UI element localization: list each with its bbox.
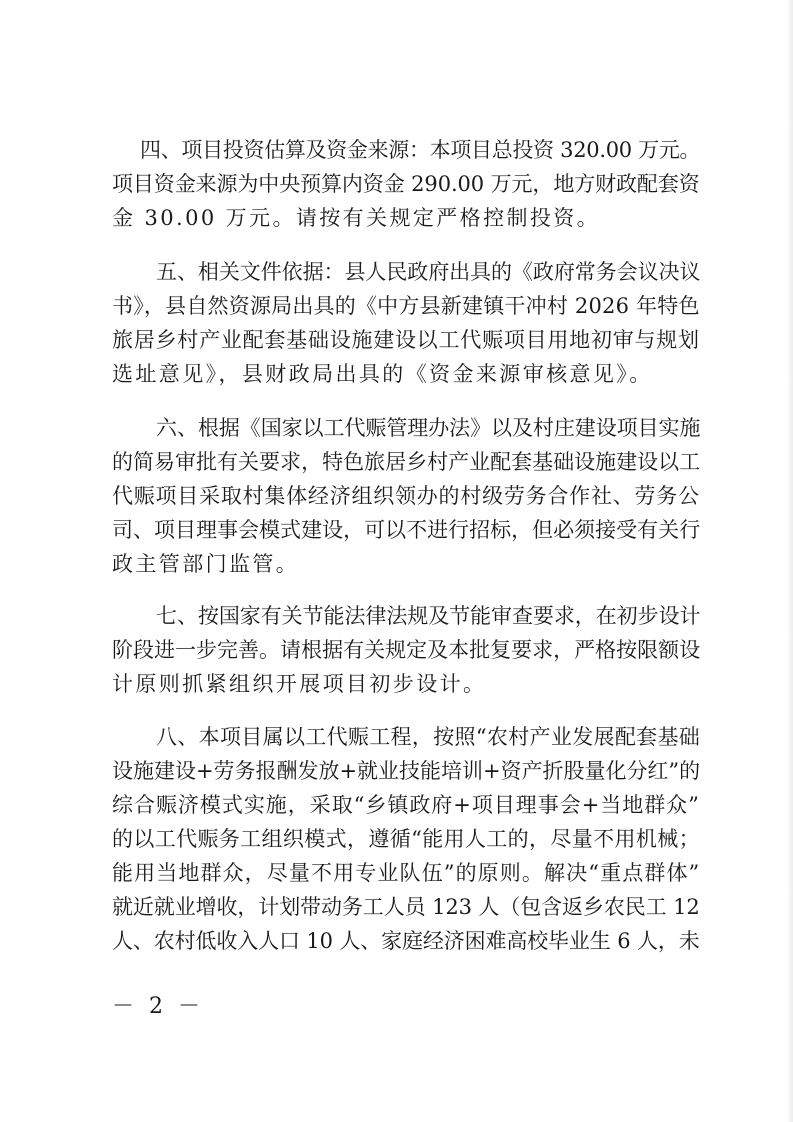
paragraph-investment-cont	[112, 167, 712, 235]
text-line: 计原则抓紧组织开展项目初步设计。	[112, 672, 487, 696]
text-line: 四、项目投资估算及资金来源：本项目总投资 320.00 万元。	[140, 138, 701, 162]
page-edge	[787, 0, 793, 1122]
text-line: 阶段进一步完善。请根据有关规定及本批复要求，严格按限额设	[112, 638, 701, 662]
text-line: 就近就业增收，计划带动务工人员 123 人（包含返乡农民工 12	[112, 895, 700, 919]
paragraph-approval-cont	[112, 445, 712, 581]
text-line: 旅居乡村产业配套基础设施建设以工代赈项目用地初审与规划	[112, 328, 700, 352]
paragraph-energy-cont	[112, 633, 712, 701]
text-line: 政主管部门监管。	[112, 552, 300, 576]
paragraph-work-relief-cont	[112, 754, 712, 958]
text-line: 代赈项目采取村集体经济组织领办的村级劳务合作社、劳务公	[112, 484, 700, 508]
text-line: 人、农村低收入人口 10 人、家庭经济困难高校毕业生 6 人，未	[112, 929, 700, 953]
text-line: 能用当地群众，尽量不用专业队伍”的原则。解决“重点群体”	[112, 861, 701, 885]
text-line: 选址意见》，县财政局出具的《资金来源审核意见》。	[112, 362, 653, 386]
text-line: 书》，县自然资源局出具的《中方县新建镇干冲村 2026 年特色	[112, 294, 700, 318]
paragraph-energy	[156, 599, 756, 633]
paragraph-approval	[156, 411, 756, 445]
page-number: － 2 －	[112, 994, 204, 1019]
text-line: 金 30.00 万元。请按有关规定严格控制投资。	[112, 206, 601, 230]
paragraph-documents-cont	[112, 289, 712, 391]
text-line: 司、项目理事会模式建设，可以不进行招标，但必须接受有关行	[112, 518, 701, 542]
text-line: 的以工代赈务工组织模式，遵循“能用人工的，尽量不用机械；	[112, 827, 700, 851]
text-line: 七、按国家有关节能法律法规及节能审查要求，在初步设计	[156, 604, 701, 628]
text-line: 项目资金来源为中央预算内资金 290.00 万元，地方财政配套资	[112, 172, 700, 196]
text-line: 综合赈济模式实施，采取“乡镇政府+项目理事会+当地群众”	[112, 793, 700, 817]
text-line: 五、相关文件依据：县人民政府出具的《政府常务会议决议	[156, 260, 701, 284]
text-line: 六、根据《国家以工代赈管理办法》以及村庄建设项目实施	[156, 416, 701, 440]
text-line: 的简易审批有关要求，特色旅居乡村产业配套基础设施建设以工	[112, 450, 701, 474]
paragraph-documents	[156, 255, 756, 289]
paragraph-work-relief	[156, 720, 756, 754]
text-line: 八、本项目属以工代赈工程，按照“农村产业发展配套基础	[156, 725, 701, 749]
text-line: 设施建设+劳务报酬发放+就业技能培训+资产折股量化分红”的	[112, 759, 701, 783]
paragraph-investment	[140, 133, 740, 167]
